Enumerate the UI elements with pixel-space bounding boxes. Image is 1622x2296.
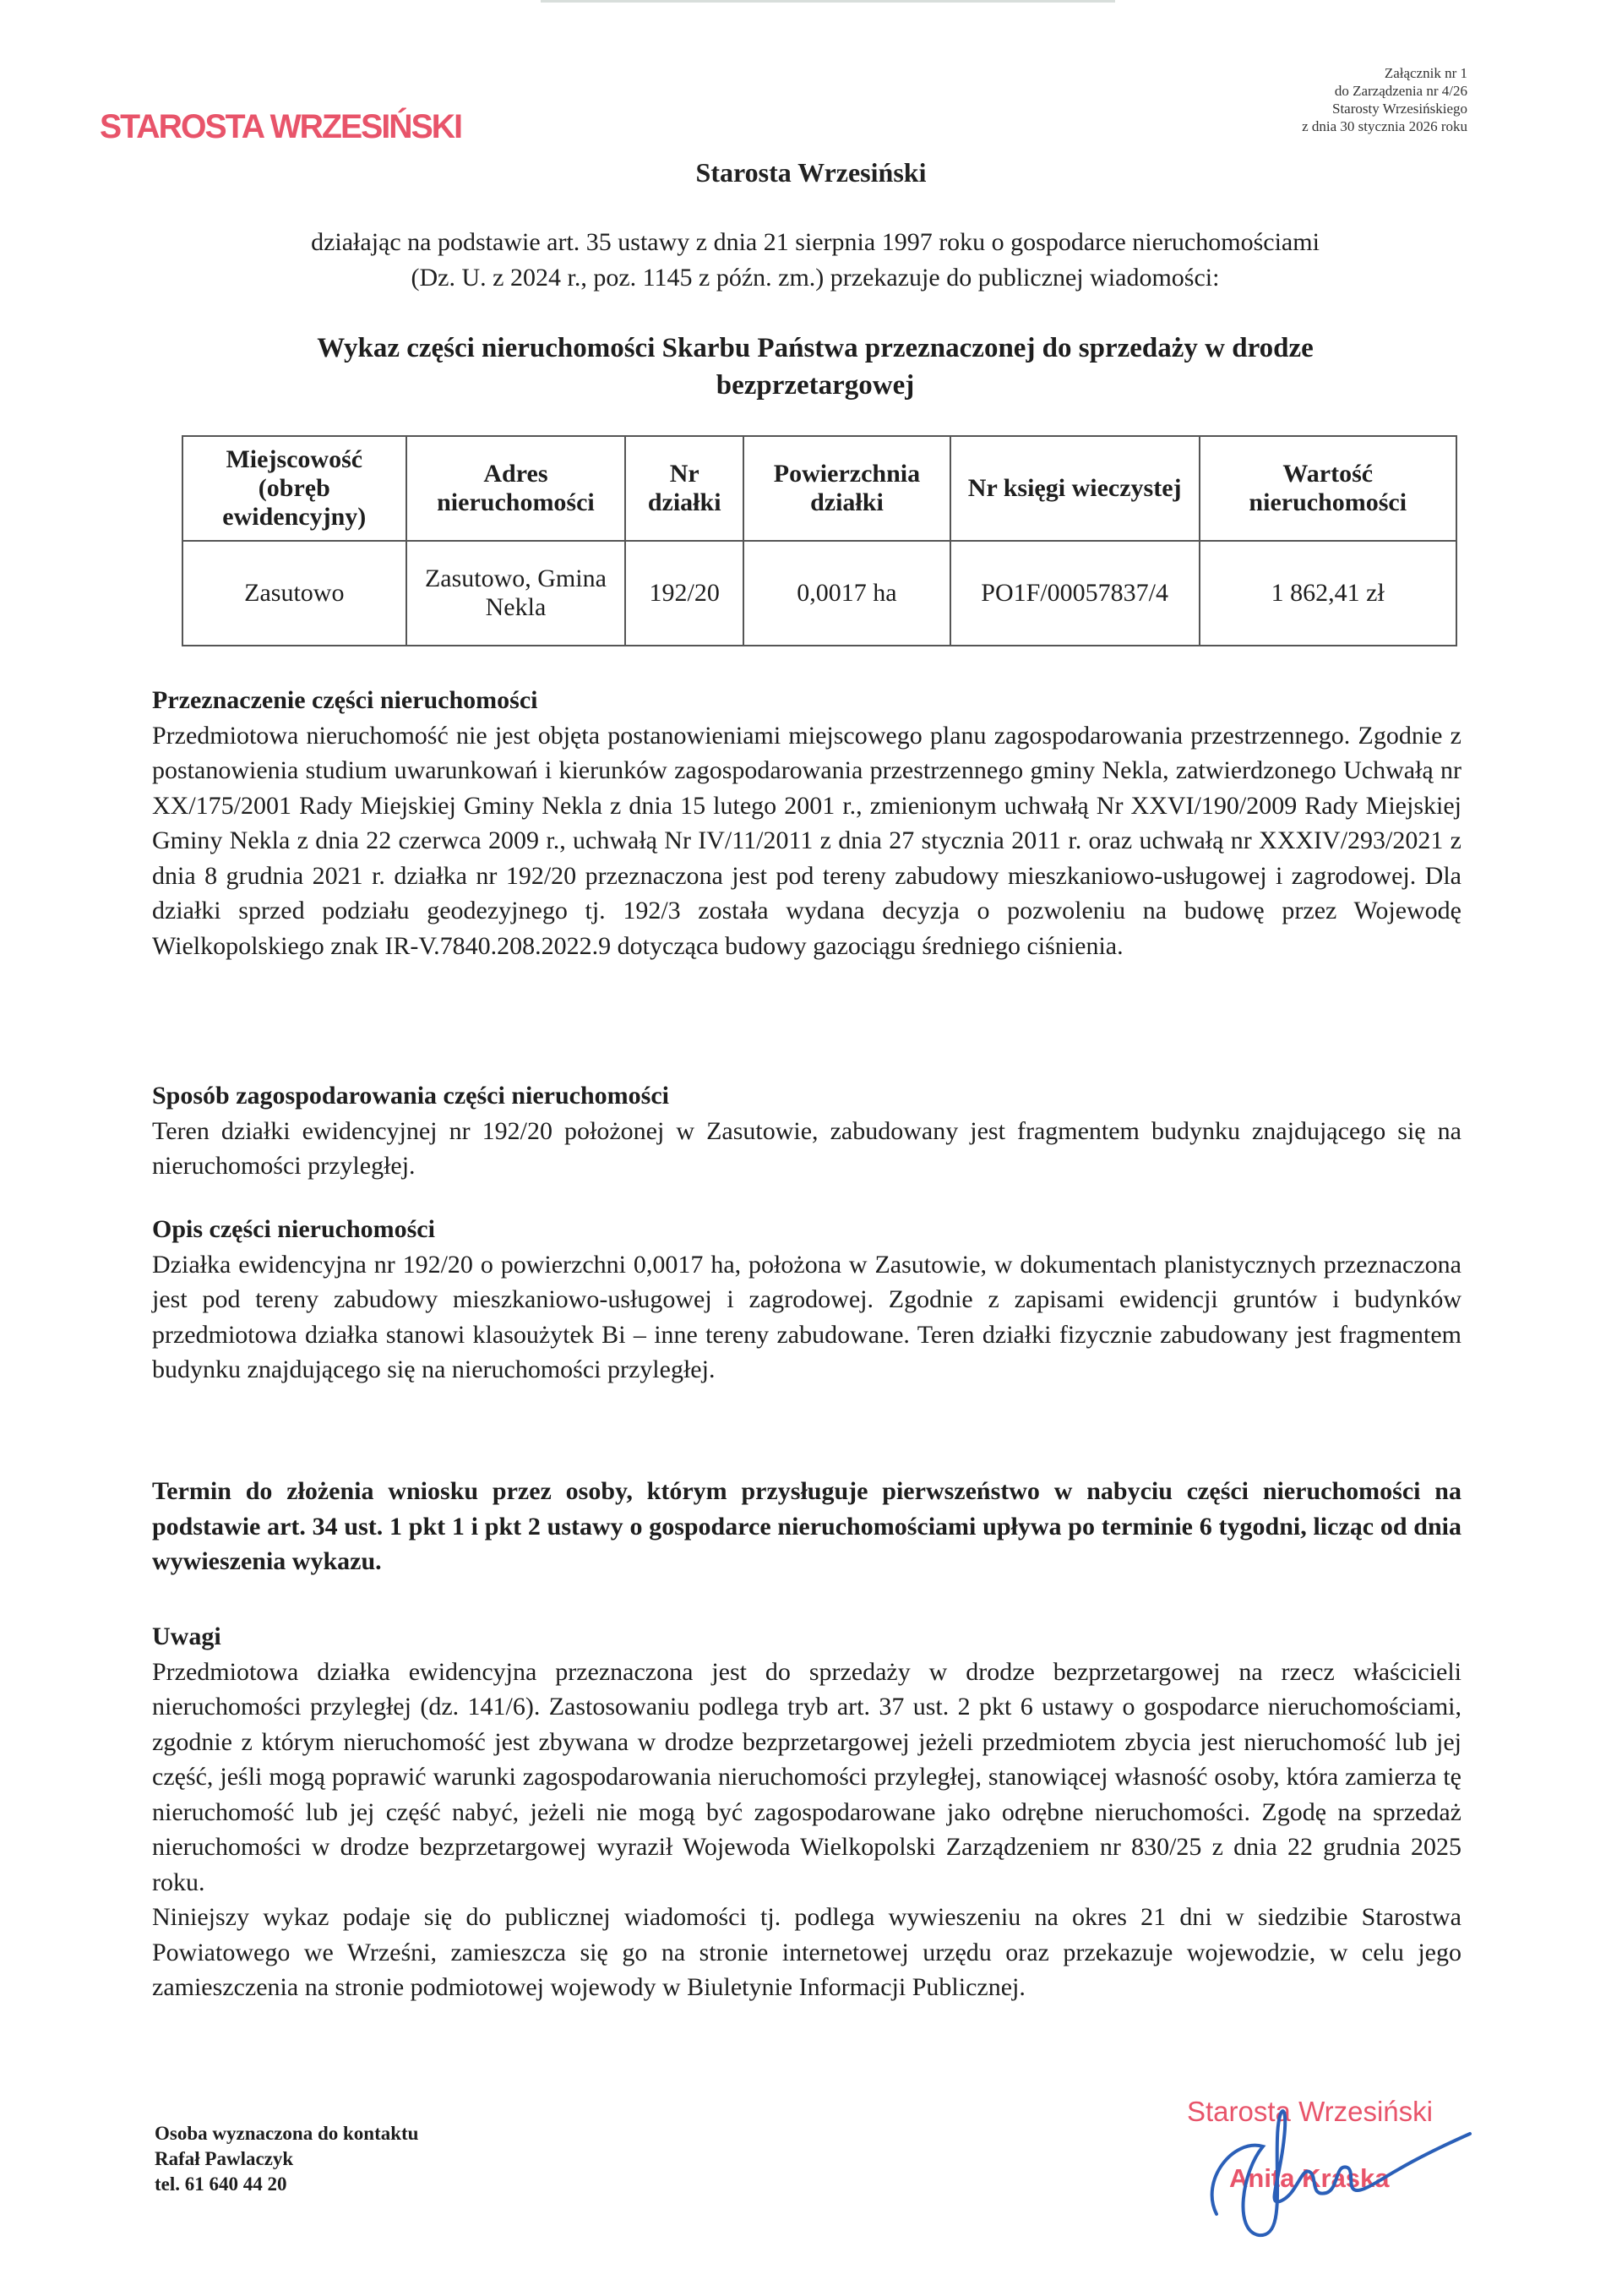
section-heading: Sposób zagospodarowania części nieruchomości [152, 1082, 669, 1110]
issuer-heading: Starosta Wrzesiński [695, 157, 927, 188]
contact-name: Rafał Pawlaczyk [155, 2148, 294, 2169]
intro-line: (Dz. U. z 2024 r., poz. 1145 z późn. zm.) przekazuje do publicznej wiadomości: [411, 264, 1220, 292]
cell-area: 0,0017 ha [743, 541, 950, 646]
section-body: Niniejszy wykaz podaje się do publicznej wiadomości tj. podlega wywieszeniu na okres 21 dni w siedzibie Starostwa Powiatowego we Wrześni, zamieszcza się go na stronie internetowej urzędu oraz przekazuje wojewodzie, w celu jego zamieszczenia na stronie podmiotowej wojewody w Biuletynie Informacji Publicznej. [152, 1903, 1461, 2001]
cell-locality: Zasutowo [182, 541, 406, 646]
section-body: Przedmiotowa nieruchomość nie jest objęta postanowieniami miejscowego planu zagospodarowania przestrzennego. Zgodnie z postanowienia studium uwarunkowań i kierunków zagospodarowania przestrzennego gminy Nekla, zatwierdzonego Uchwałą nr XX/175/2001 Rady Miejskiej Gminy Nekla z dnia 15 lutego 2001 r., zmienionym uchwałą Nr XXVI/190/2009 Rady Miejskiej Gminy Nekla z dnia 22 czerwca 2009 r., uchwałą Nr IV/11/2011 z dnia 27 stycznia 2011 r. oraz uchwałą nr XXXIV/293/2021 z dnia 8 grudnia 2021 r. działka nr 192/20 przeznaczona jest pod tereny zabudowy mieszkaniowo-usługowej i zagrodowej. Dla działki sprzed podziału geodezyjnego tj. 192/3 została wydana decyzja o pozwoleniu na budowę przez Wojewodę Wielkopolskiego znak IR-V.7840.208.2022.9 dotycząca budowy gazociągu średniego ciśnienia. [152, 721, 1461, 960]
property-table [182, 435, 1457, 646]
section-uwagi [152, 1619, 1461, 2005]
intro-paragraph [169, 225, 1461, 296]
stamp-title: Starosta Wrzesiński [1187, 2096, 1433, 2127]
cell-value: 1 862,41 zł [1200, 541, 1457, 646]
section-sposob [152, 1078, 1461, 1184]
contact-phone: tel. 61 640 44 20 [155, 2173, 287, 2195]
section-heading: Przeznaczenie części nieruchomości [152, 686, 538, 714]
contact-label: Osoba wyznaczona do kontaktu [155, 2123, 419, 2144]
intro-line: działając na podstawie art. 35 ustawy z dnia 21 sierpnia 1997 roku o gospodarce nieruchomościami [311, 228, 1320, 256]
section-heading: Opis części nieruchomości [152, 1215, 435, 1243]
table-row [182, 541, 1456, 646]
annex-reference [1302, 64, 1467, 135]
cell-address: Zasutowo, Gmina Nekla [406, 541, 626, 646]
logo: STAROSTA WRZESIŃSKI [100, 108, 462, 145]
title-line: Wykaz części nieruchomości Skarbu Państwa przeznaczonej do sprzedaży w drodze [317, 333, 1314, 363]
col-header-value: Wartość nieruchomości [1200, 436, 1457, 541]
col-header-locality: Miejscowość (obręb ewidencyjny) [182, 436, 406, 541]
table-header-row [182, 436, 1456, 541]
section-przeznaczenie [152, 683, 1461, 963]
cell-land-register: PO1F/00057837/4 [950, 541, 1200, 646]
document-title [169, 330, 1461, 404]
col-header-plot-number: Nr działki [625, 436, 743, 541]
col-header-address: Adres nieruchomości [406, 436, 626, 541]
section-body: Przedmiotowa działka ewidencyjna przeznaczona jest do sprzedaży w drodze bezprzetargowej na rzecz właścicieli nieruchomości przyległej (dz. 141/6). Zastosowaniu podlega tryb art. 37 ust. 2 pkt 6 ustawy o gospodarce nieruchomościami, zgodnie z którym nieruchomość jest zbywana w drodze bezprzetargowej jeżeli przedmiotem zbycia jest nieruchomość lub jej część, jeśli mogą poprawić warunki zagospodarowania nieruchomości przyległej, stanowiącej własność osoby, która zamierza tę nieruchomość lub jej część nabyć, jeżeli nie mogą być zagospodarowane jako odrębne nieruchomości. Zgodę na sprzedaż nieruchomości w drodze bezprzetargowej wyraził Wojewoda Wielkopolski Zarządzeniem nr 830/25 z dnia 22 grudnia 2025 roku. [152, 1657, 1461, 1896]
handwritten-signature-icon [1183, 2087, 1504, 2256]
annex-line: z dnia 30 stycznia 2026 roku [1302, 118, 1467, 134]
stamp-name: Anita Kraska [1229, 2163, 1390, 2193]
scan-edge-artifact [541, 0, 1115, 3]
contact-block [155, 2121, 418, 2197]
section-body: Teren działki ewidencyjnej nr 192/20 położonej w Zasutowie, zabudowany jest fragmentem budynku znajdującego się na nieruchomości przyległej. [152, 1116, 1461, 1180]
title-line: bezprzetargowej [716, 370, 915, 401]
section-opis [152, 1212, 1461, 1388]
section-heading: Uwagi [152, 1622, 221, 1650]
signature-stroke [1212, 2111, 1470, 2235]
col-header-area: Powierzchnia działki [743, 436, 950, 541]
annex-line: do Zarządzenia nr 4/26 [1334, 83, 1467, 99]
cell-plot-number: 192/20 [625, 541, 743, 646]
section-termin [152, 1474, 1461, 1579]
annex-line: Załącznik nr 1 [1384, 65, 1467, 81]
col-header-land-register: Nr księgi wieczystej [950, 436, 1200, 541]
section-body: Termin do złożenia wniosku przez osoby, którym przysługuje pierwszeństwo w nabyciu części nieruchomości na podstawie art. 34 ust. 1 pkt 1 i pkt 2 ustawy o gospodarce nieruchomościami upływa po terminie 6 tygodni, licząc od dnia wywieszenia wykazu. [152, 1477, 1461, 1575]
section-body: Działka ewidencyjna nr 192/20 o powierzchni 0,0017 ha, położona w Zasutowie, w dokumentach planistycznych przeznaczona jest pod tereny zabudowy mieszkaniowo-usługowej i zagrodowej. Zgodnie z zapisami ewidencji gruntów i budynków przedmiotowa działka stanowi klasoużytek Bi – inne tereny zabudowane. Teren działki fizycznie zabudowany jest fragmentem budynku znajdującego się na nieruchomości przyległej. [152, 1250, 1461, 1383]
annex-line: Starosty Wrzesińskiego [1331, 101, 1467, 117]
